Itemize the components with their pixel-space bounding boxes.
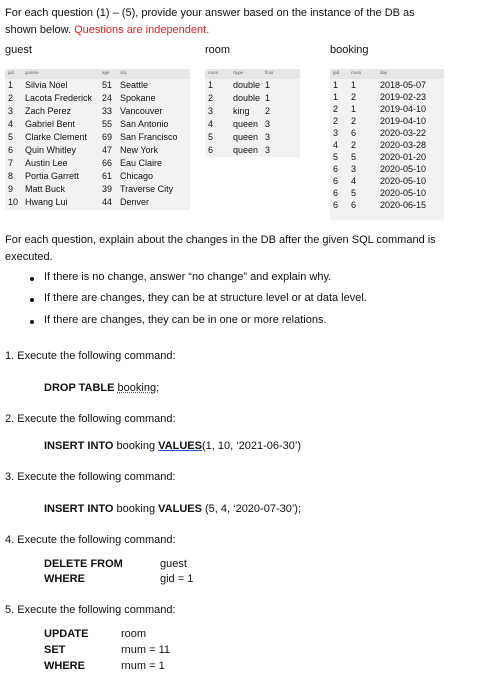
table-cell: Eau Claire	[120, 158, 163, 168]
table-cell: 1	[208, 80, 214, 90]
table-cell: 5	[8, 132, 14, 142]
guest-table-label: guest	[5, 44, 32, 56]
table-cell: 24	[102, 93, 113, 103]
independent-note: Questions are independent.	[74, 24, 210, 36]
table-cell: Spokane	[120, 93, 156, 103]
sql-table-name: booking;	[117, 382, 160, 394]
table-row	[205, 93, 300, 103]
table-cell: 4	[333, 140, 339, 150]
sql-values: (5, 4, ‘2020-07-30’);	[201, 503, 302, 515]
table-cell: Vancouver	[120, 106, 163, 116]
instructions-line-1: For each question, explain about the changes in the DB after the given SQL command is	[5, 234, 436, 246]
bullet-icon	[30, 320, 34, 324]
table-row	[205, 145, 300, 155]
table-cell: Lacota Frederick	[25, 93, 93, 103]
table-cell: double	[233, 93, 261, 103]
table-cell: Traverse City	[120, 184, 174, 194]
table-cell: Chicago	[120, 171, 154, 181]
table-cell: 2	[208, 93, 214, 103]
table-cell: 66	[102, 158, 113, 168]
table-cell: 3	[265, 145, 271, 155]
table-cell: 69	[102, 132, 113, 142]
instructions-line-2: executed.	[5, 251, 53, 263]
table-cell: 2019-02-23	[380, 92, 427, 102]
table-cell: 2020-03-28	[380, 140, 427, 150]
sql-values: (1, 10, ‘2021-06-30’)	[201, 440, 302, 452]
intro-line-1: For each question (1) – (5), provide your answer based on the instance of the DB as	[5, 7, 415, 19]
sql-keyword: INSERT INTO	[44, 440, 114, 452]
table-cell: 2020-03-22	[380, 128, 427, 138]
table-row	[205, 132, 300, 142]
table-cell: 5	[351, 188, 357, 198]
bullet-item: If there are changes, they can be at structure level or at data level.	[44, 292, 367, 304]
table-cell: 3	[265, 132, 271, 142]
room-table-header	[205, 69, 300, 79]
room-table-label: room	[205, 44, 231, 56]
table-cell: 3	[8, 106, 14, 116]
table-cell: 9	[8, 184, 14, 194]
table-cell: 10	[8, 197, 19, 207]
table-cell: 1	[351, 104, 357, 114]
table-row	[5, 119, 190, 129]
column-header: age	[102, 70, 110, 75]
bullet-icon	[30, 298, 34, 302]
question-3-prompt: 3. Execute the following command:	[5, 471, 176, 483]
table-cell: 4	[208, 119, 214, 129]
table-cell: 2020-05-10	[380, 164, 427, 174]
table-cell: San Antonio	[120, 119, 169, 129]
sql-keyword: VALUES	[158, 440, 202, 452]
table-cell: Seattle	[120, 80, 149, 90]
table-cell: 39	[102, 184, 113, 194]
table-cell: 3	[351, 164, 357, 174]
table-cell: 47	[102, 145, 113, 155]
table-row	[330, 104, 444, 114]
table-cell: Austin Lee	[25, 158, 68, 168]
table-cell: 44	[102, 197, 113, 207]
table-cell: 2	[333, 116, 339, 126]
table-cell: 1	[333, 92, 339, 102]
table-cell: 2020-06-15	[380, 200, 427, 210]
column-header: rnum	[351, 70, 362, 75]
table-row	[5, 184, 190, 194]
table-cell: 4	[8, 119, 14, 129]
booking-table	[330, 69, 444, 220]
column-header: rnum	[208, 70, 219, 75]
question-3-sql	[44, 503, 301, 515]
table-row	[205, 119, 300, 129]
table-cell: 2	[351, 116, 357, 126]
sql-assignment: rnum = 11	[121, 644, 171, 656]
table-cell: 2	[351, 92, 357, 102]
table-cell: 6	[208, 145, 214, 155]
column-header: city	[120, 70, 127, 75]
table-row	[330, 152, 444, 162]
bullet-item: If there is no change, answer “no change” and explain why.	[44, 271, 332, 283]
booking-table-label: booking	[330, 44, 369, 56]
table-cell: 6	[351, 128, 357, 138]
table-cell: 1	[333, 80, 339, 90]
table-cell: Zach Perez	[25, 106, 72, 116]
table-cell: Gabriel Bent	[25, 119, 76, 129]
table-cell: 33	[102, 106, 113, 116]
table-cell: 3	[333, 128, 339, 138]
bullet-item: If there are changes, they can be in one or more relations.	[44, 314, 327, 326]
table-row	[330, 128, 444, 138]
table-cell: 55	[102, 119, 113, 129]
sql-keyword: VALUES	[158, 503, 202, 515]
table-cell: 1	[265, 93, 271, 103]
sql-keyword: DELETE FROM	[44, 558, 123, 570]
column-header: gid	[333, 70, 340, 75]
question-5-prompt: 5. Execute the following command:	[5, 604, 176, 616]
table-cell: 1	[351, 80, 357, 90]
table-row	[330, 164, 444, 174]
table-cell: 1	[265, 80, 271, 90]
table-cell: 2020-05-10	[380, 176, 427, 186]
table-row	[5, 197, 190, 207]
table-cell: 1	[8, 80, 14, 90]
table-cell: 5	[351, 152, 357, 162]
table-row	[5, 145, 190, 155]
table-row	[330, 116, 444, 126]
table-row	[330, 140, 444, 150]
table-cell: Matt Buck	[25, 184, 66, 194]
column-header: day	[380, 70, 388, 75]
table-cell: 2	[265, 106, 271, 116]
table-row	[330, 188, 444, 198]
table-cell: Clarke Clement	[25, 132, 88, 142]
table-row	[5, 106, 190, 116]
table-cell: double	[233, 80, 261, 90]
table-cell: 3	[208, 106, 214, 116]
table-cell: 2	[333, 104, 339, 114]
table-cell: 4	[351, 176, 357, 186]
intro-line-2	[5, 24, 209, 36]
table-cell: Quin Whitley	[25, 145, 77, 155]
guest-table-header	[5, 69, 190, 79]
table-row	[205, 80, 300, 90]
table-row	[330, 80, 444, 90]
table-cell: 2018-05-07	[380, 80, 427, 90]
sql-keyword: WHERE	[44, 573, 85, 585]
table-cell: 5	[208, 132, 214, 142]
sql-keyword: UPDATE	[44, 628, 89, 640]
sql-table-name: guest	[160, 558, 187, 570]
sql-keyword: WHERE	[44, 660, 85, 672]
sql-table-name: booking	[113, 503, 159, 515]
column-header: gid	[8, 70, 15, 75]
guest-table	[5, 69, 190, 210]
table-cell: 6	[333, 200, 339, 210]
column-header: floor	[265, 70, 274, 75]
table-cell: San Francisco	[120, 132, 178, 142]
sql-condition: rnum = 1	[121, 660, 165, 672]
column-header: gname	[25, 70, 39, 75]
sql-condition: gid = 1	[160, 573, 194, 585]
table-cell: 6	[351, 200, 357, 210]
question-4-prompt: 4. Execute the following command:	[5, 534, 176, 546]
table-cell: 51	[102, 80, 113, 90]
table-row	[5, 93, 190, 103]
booking-table-header	[330, 69, 444, 79]
table-cell: 8	[8, 171, 14, 181]
table-row	[330, 200, 444, 210]
question-1-sql	[44, 382, 159, 394]
table-cell: queen	[233, 132, 259, 142]
table-cell: 5	[333, 152, 339, 162]
table-row	[205, 106, 300, 116]
table-cell: 6	[333, 188, 339, 198]
table-cell: queen	[233, 145, 259, 155]
table-row	[5, 132, 190, 142]
table-cell: New York	[120, 145, 159, 155]
sql-table-name: booking	[113, 440, 159, 452]
table-cell: 6	[333, 176, 339, 186]
table-cell: 6	[333, 164, 339, 174]
table-cell: 7	[8, 158, 14, 168]
sql-table-name: room	[121, 628, 147, 640]
question-2-sql	[44, 440, 301, 452]
column-header: rtype	[233, 70, 244, 75]
table-cell: 2019-04-10	[380, 116, 427, 126]
intro-line-2-prefix: shown below.	[5, 24, 75, 36]
table-cell: 2019-04-10	[380, 104, 427, 114]
sql-keyword: INSERT INTO	[44, 503, 114, 515]
table-row	[5, 158, 190, 168]
room-table	[205, 69, 300, 157]
table-row	[5, 171, 190, 181]
bullet-icon	[30, 277, 34, 281]
table-cell: queen	[233, 119, 259, 129]
sql-keyword: SET	[44, 644, 66, 656]
table-cell: Portia Garrett	[25, 171, 80, 181]
table-cell: 2	[8, 93, 14, 103]
table-cell: Denver	[120, 197, 150, 207]
table-cell: 3	[265, 119, 271, 129]
table-cell: 61	[102, 171, 113, 181]
table-row	[330, 92, 444, 102]
table-cell: 2	[351, 140, 357, 150]
table-cell: Hwang Lui	[25, 197, 68, 207]
table-row	[5, 80, 190, 90]
table-cell: 2020-05-10	[380, 188, 427, 198]
question-2-prompt: 2. Execute the following command:	[5, 413, 176, 425]
question-1-prompt: 1. Execute the following command:	[5, 350, 176, 362]
table-cell: 2020-01-20	[380, 152, 427, 162]
table-cell: 6	[8, 145, 14, 155]
table-cell: king	[233, 106, 250, 116]
table-cell: Silvia Noel	[25, 80, 68, 90]
sql-keyword: DROP TABLE	[44, 382, 118, 394]
table-row	[330, 176, 444, 186]
